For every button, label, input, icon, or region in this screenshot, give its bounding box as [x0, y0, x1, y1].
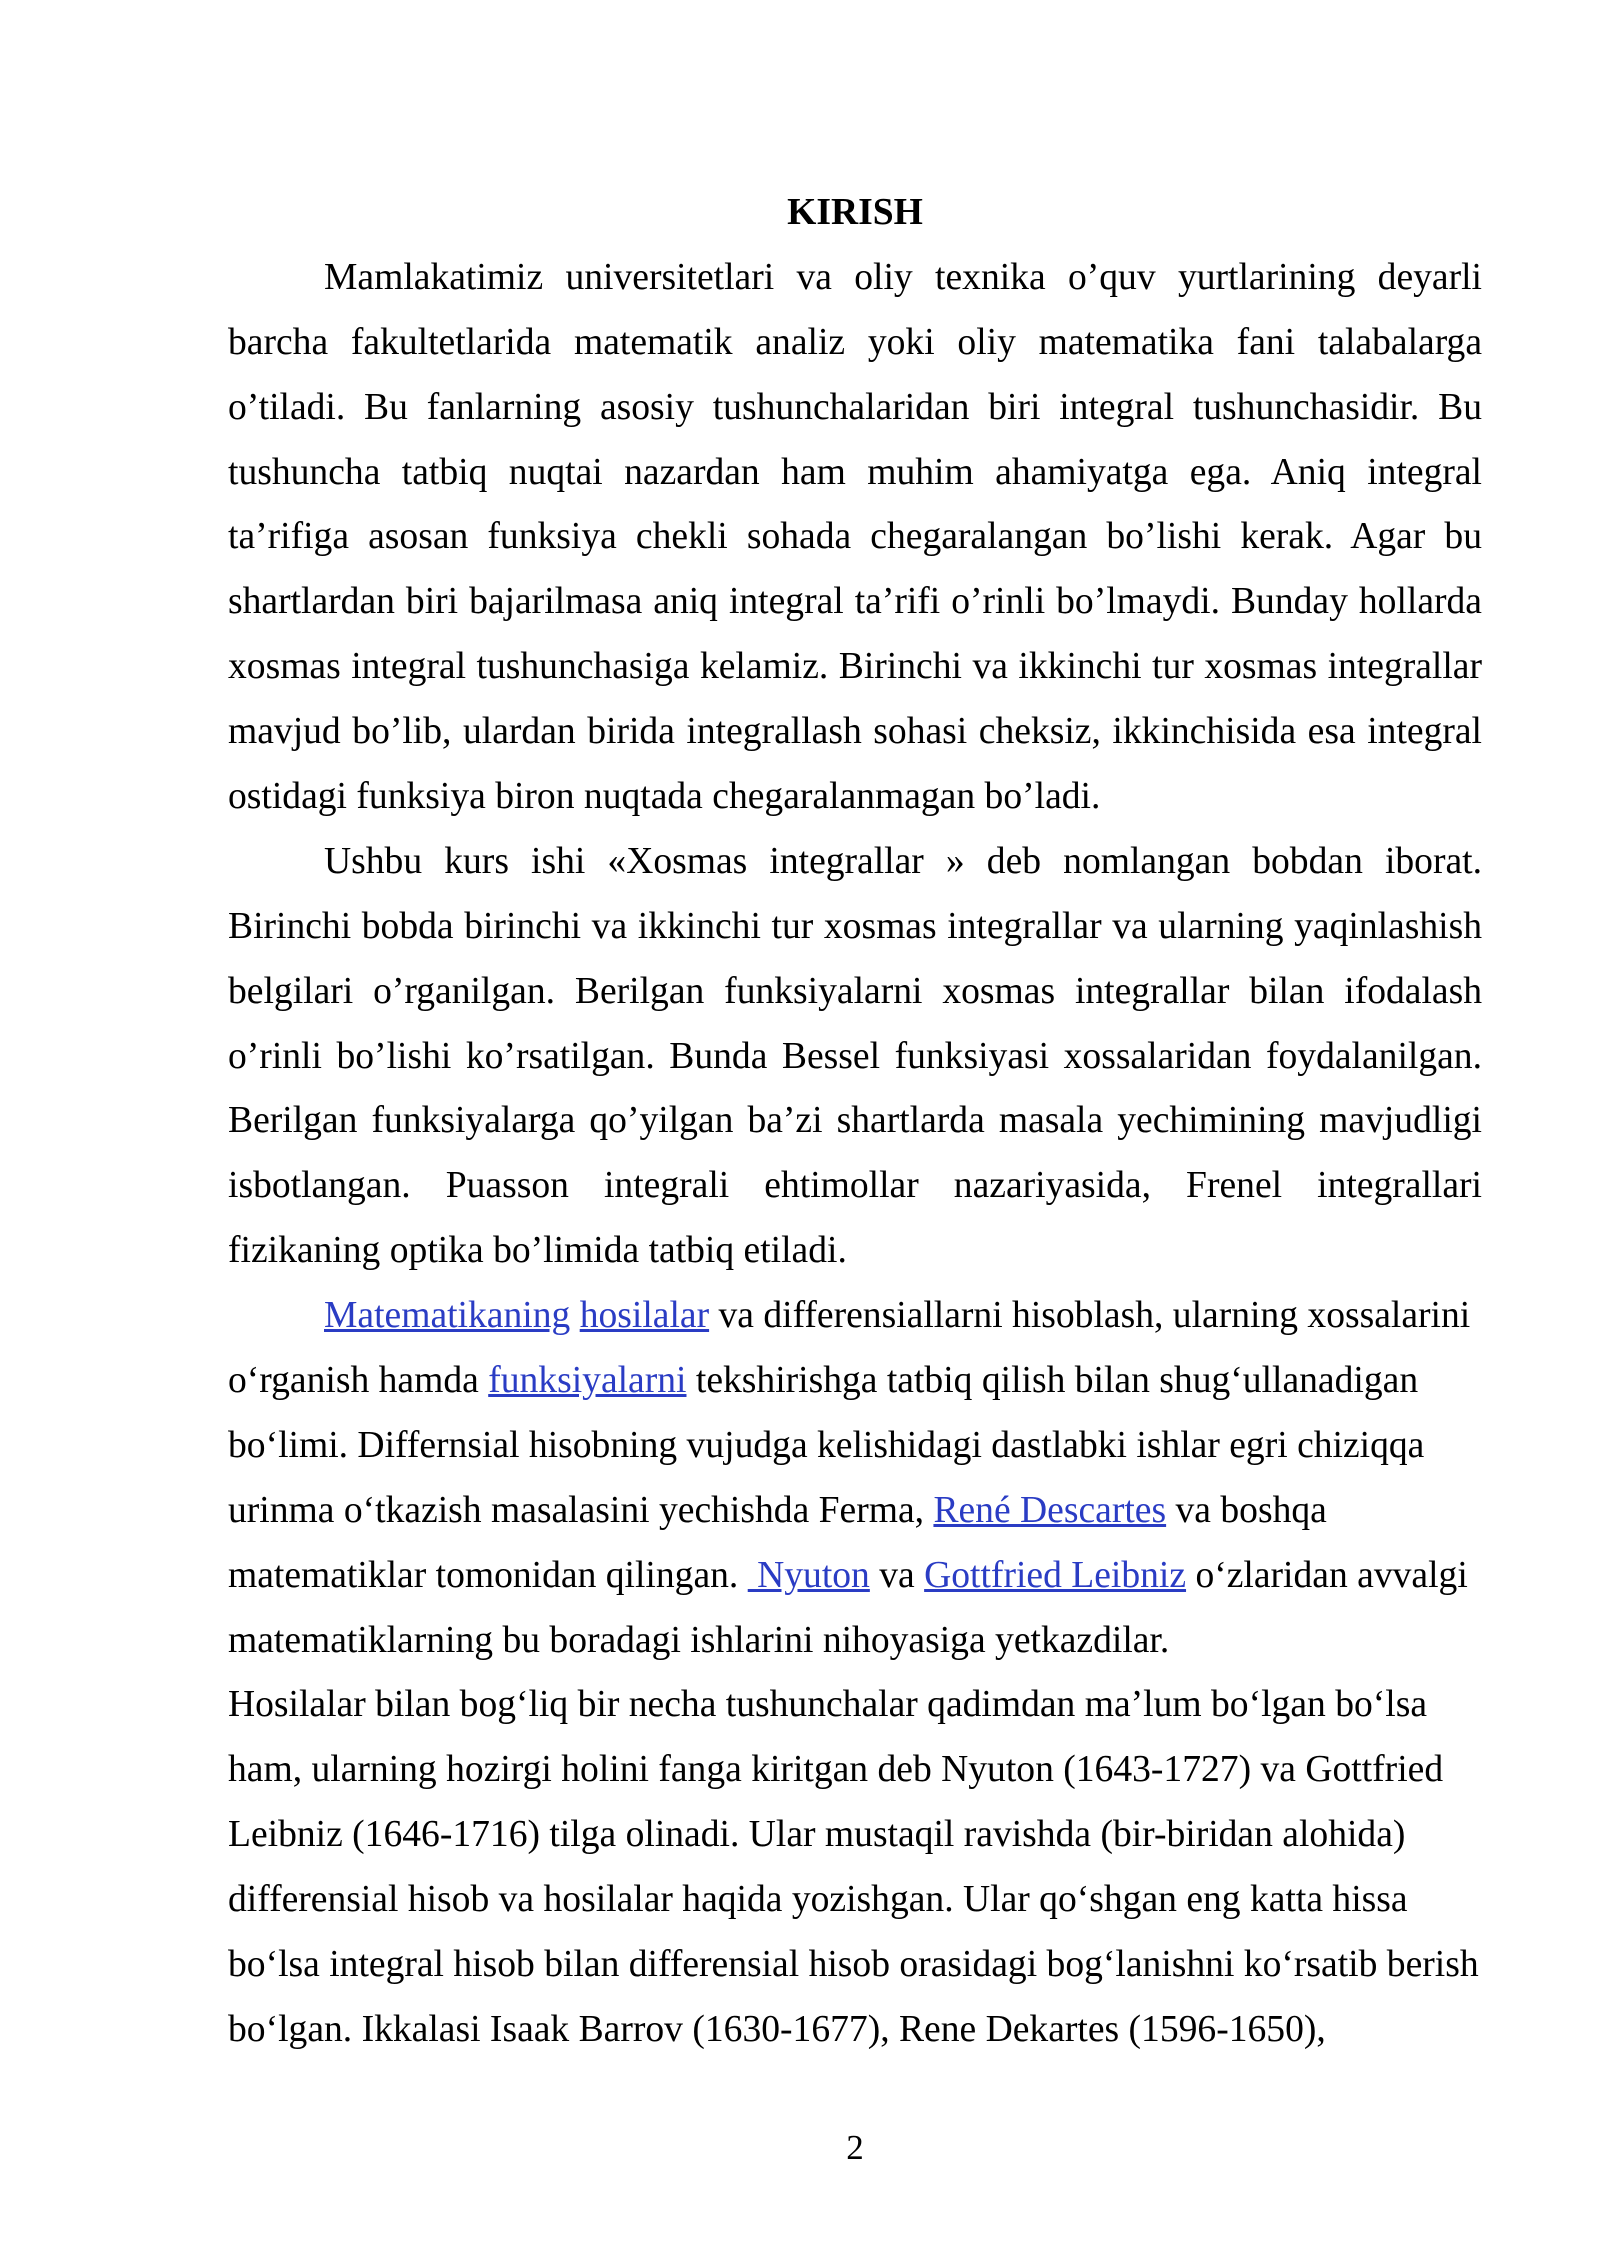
text-line: o’tiladi. Bu fanlarning asosiy tushunchalaridan biri integral tushunchasidir. Bu [228, 386, 1482, 428]
link-rene-descartes[interactable]: René Descartes [933, 1489, 1167, 1531]
paragraph-3 [228, 1284, 1482, 1673]
text-line: differensial hisob va hosilalar haqida yozishgan. Ular qo‘shgan eng katta hissa [228, 1879, 1408, 1921]
text-span: o‘zlaridan avvalgi [1186, 1554, 1468, 1596]
text-span [570, 1295, 579, 1336]
paragraph-2 [228, 830, 1482, 1284]
text-line: fizikaning optika bo’limida tatbiq etiladi. [228, 1230, 847, 1272]
text-line: mavjud bo’lib, ulardan birida integrallash sohasi cheksiz, ikkinchisida esa integral [228, 711, 1482, 753]
text-line: o’rinli bo’lishi ko’rsatilgan. Bunda Bessel funksiyasi xossalaridan foydalanilgan. [228, 1035, 1482, 1077]
text-line [228, 1284, 1482, 1349]
text-line: Birinchi bobda birinchi va ikkinchi tur xosmas integrallar va ularning yaqinlashish [228, 905, 1482, 947]
text-span: va differensiallarni hisoblash, ularning xossalarini [709, 1295, 1471, 1337]
text-line: barcha fakultetlarida matematik analiz yoki oliy matematika fani talabalarga [228, 321, 1482, 363]
paragraph-4 [228, 1673, 1482, 2062]
section-title: KIRISH [787, 192, 923, 233]
link-matematikaning[interactable]: Matematikaning [324, 1295, 571, 1337]
text-line: Berilgan funksiyalarga qo’yilgan ba’zi shartlarda masala yechimining mavjudligi [228, 1100, 1482, 1142]
text-line: tushuncha tatbiq nuqtai nazardan ham muhim ahamiyatga ega. Aniq integral [228, 451, 1482, 493]
text-line: matematiklarning bu boradagi ishlarini nihoyasiga yetkazdilar. [228, 1619, 1170, 1661]
text-line: ta’rifiga asosan funksiya chekli sohada chegaralangan bo’lishi kerak. Agar bu [228, 516, 1482, 558]
text-line: isbotlangan. Puasson integrali ehtimollar nazariyasida, Frenel integrallari [228, 1165, 1482, 1207]
text-line [228, 1349, 1482, 1414]
page-number: 2 [846, 2128, 864, 2167]
text-span: urinma o‘tkazish masalasini yechishda Ferma, [228, 1489, 934, 1531]
text-line: Hosilalar bilan bog‘liq bir necha tushunchalar qadimdan ma’lum bo‘lgan bo‘lsa [228, 1684, 1428, 1726]
text-line: ostidagi funksiya biron nuqtada chegaralanmagan bo’ladi. [228, 776, 1101, 818]
link-nyuton[interactable]: Nyuton [747, 1554, 870, 1596]
text-line [228, 1479, 1482, 1544]
document-body [228, 181, 1482, 2063]
text-line: bo‘lgan. Ikkalasi Isaak Barrov (1630-1677), Rene Dekartes (1596-1650), [228, 2008, 1326, 2050]
text-span: tekshirishga tatbiq qilish bilan shug‘ullanadigan [686, 1360, 1419, 1402]
text-span: va boshqa [1166, 1489, 1327, 1531]
text-span: matematiklar tomonidan qilingan. [228, 1554, 748, 1596]
text-line: bo‘limi. Differnsial hisobning vujudga kelishidagi dastlabki ishlar egri chiziqqa [228, 1424, 1425, 1466]
text-line [228, 1544, 1482, 1609]
link-gottfried-leibniz[interactable]: Gottfried Leibniz [924, 1554, 1187, 1596]
link-hosilalar[interactable]: hosilalar [579, 1295, 710, 1337]
text-span: va [869, 1554, 925, 1596]
text-span: o‘rganish hamda [228, 1360, 489, 1402]
text-line: shartlardan biri bajarilmasa aniq integral ta’rifi o’rinli bo’lmaydi. Bunday hollarda [228, 581, 1482, 623]
text-line: ham, ularning hozirgi holini fanga kiritgan deb Nyuton (1643-1727) va Gottfried [228, 1749, 1444, 1791]
text-line: belgilari o’rganilgan. Berilgan funksiyalarni xosmas integrallar bilan ifodalash [228, 970, 1482, 1012]
text-line: Ushbu kurs ishi «Xosmas integrallar » deb nomlangan bobdan iborat. [324, 840, 1482, 882]
paragraph-1 [228, 246, 1482, 830]
text-line: Mamlakatimiz universitetlari va oliy texnika o’quv yurtlarining deyarli [324, 256, 1482, 298]
text-line: Leibniz (1646-1716) tilga olinadi. Ular mustaqil ravishda (bir-biridan alohida) [228, 1814, 1406, 1856]
text-line: xosmas integral tushunchasiga kelamiz. Birinchi va ikkinchi tur xosmas integrallar [228, 646, 1482, 688]
text-line: bo‘lsa integral hisob bilan differensial hisob orasidagi bog‘lanishni ko‘rsatib berish [228, 1944, 1479, 1986]
link-funksiyalarni[interactable]: funksiyalarni [488, 1360, 687, 1402]
